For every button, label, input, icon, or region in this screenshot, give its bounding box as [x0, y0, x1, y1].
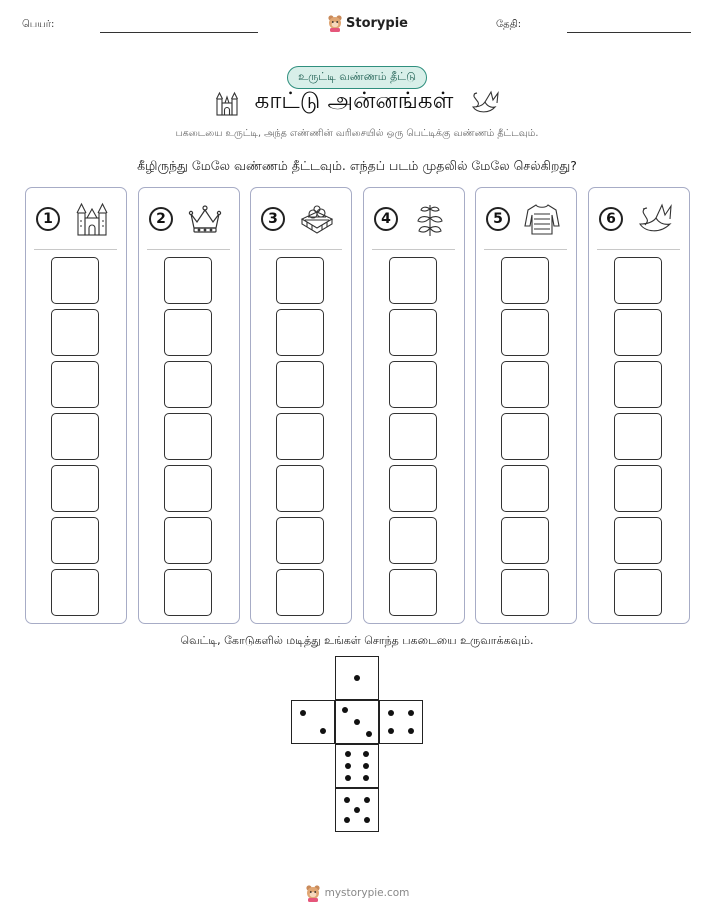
color-box[interactable]	[501, 465, 549, 512]
color-box[interactable]	[614, 465, 662, 512]
color-box[interactable]	[51, 517, 99, 564]
castle-icon	[213, 89, 241, 117]
brand-logo	[327, 14, 408, 32]
sweater-icon	[524, 202, 560, 236]
dice-instructions: வெட்டி, கோடுகளில் மடித்து உங்கள் சொந்த பகடையை உருவாக்கவும்.	[180, 634, 534, 647]
question-text: கீழிருந்து மேலே வண்ணம் தீட்டவும். எந்தப் படம் முதலில் மேலே செல்கிறது?	[137, 158, 577, 173]
dice-pip	[345, 775, 351, 781]
basket-icon	[299, 203, 335, 235]
color-box[interactable]	[51, 569, 99, 616]
dice-pip	[364, 817, 370, 823]
dice-face-4	[379, 700, 423, 744]
storypie-mascot-icon	[327, 14, 343, 32]
dice-pip	[363, 775, 369, 781]
dice-pip	[366, 731, 372, 737]
color-box[interactable]	[389, 361, 437, 408]
color-box[interactable]	[501, 517, 549, 564]
crown-icon	[187, 204, 223, 234]
color-box[interactable]	[164, 465, 212, 512]
dice-pip	[388, 728, 394, 734]
column-divider	[597, 249, 680, 250]
dice-pip	[408, 728, 414, 734]
column-number: 5	[486, 207, 510, 231]
color-box[interactable]	[276, 465, 324, 512]
color-box[interactable]	[51, 413, 99, 460]
color-box[interactable]	[614, 309, 662, 356]
dice-pip	[354, 719, 360, 725]
color-box[interactable]	[164, 569, 212, 616]
dice-pip	[363, 751, 369, 757]
color-box[interactable]	[164, 517, 212, 564]
column-picture	[185, 200, 225, 238]
dice-pip	[364, 797, 370, 803]
column-number: 3	[261, 207, 285, 231]
color-box[interactable]	[389, 309, 437, 356]
color-box[interactable]	[276, 569, 324, 616]
dice-face-1	[335, 656, 379, 700]
color-box[interactable]	[276, 413, 324, 460]
color-box[interactable]	[614, 517, 662, 564]
title-row	[0, 88, 714, 117]
color-box[interactable]	[389, 413, 437, 460]
column-divider	[259, 249, 342, 250]
dice-pip	[388, 710, 394, 716]
column-number: 4	[374, 207, 398, 231]
dice-pip	[345, 763, 351, 769]
color-box[interactable]	[614, 257, 662, 304]
dice-column-5	[475, 187, 577, 624]
dice-pip	[320, 728, 326, 734]
color-box[interactable]	[51, 465, 99, 512]
dice-face-6	[335, 744, 379, 788]
dice-pip	[344, 817, 350, 823]
dice-column-4	[363, 187, 465, 624]
storypie-mascot-icon	[305, 884, 321, 902]
name-line[interactable]	[100, 32, 258, 33]
color-box[interactable]	[501, 413, 549, 460]
color-box[interactable]	[164, 257, 212, 304]
dice-pip	[408, 710, 414, 716]
color-box[interactable]	[276, 257, 324, 304]
column-divider	[372, 249, 455, 250]
date-line[interactable]	[567, 32, 691, 33]
dice-pip	[354, 807, 360, 813]
color-box[interactable]	[276, 361, 324, 408]
color-box[interactable]	[276, 309, 324, 356]
page-title: காட்டு அன்னங்கள்	[254, 88, 454, 114]
dice-pip	[345, 751, 351, 757]
activity-tag: உருட்டி வண்ணம் தீட்டு	[287, 66, 427, 89]
column-number: 2	[149, 207, 173, 231]
castle-icon	[75, 201, 109, 237]
dice-column-1	[25, 187, 127, 624]
color-box[interactable]	[164, 361, 212, 408]
column-picture	[72, 200, 112, 238]
color-box[interactable]	[614, 361, 662, 408]
column-picture	[522, 200, 562, 238]
color-box[interactable]	[276, 517, 324, 564]
column-picture	[410, 200, 450, 238]
color-box[interactable]	[51, 361, 99, 408]
color-box[interactable]	[51, 257, 99, 304]
color-box[interactable]	[501, 569, 549, 616]
dice-column-2	[138, 187, 240, 624]
color-box[interactable]	[389, 465, 437, 512]
column-divider	[147, 249, 230, 250]
color-box[interactable]	[164, 413, 212, 460]
footer-url[interactable]: mystorypie.com	[324, 887, 410, 899]
column-number: 6	[599, 207, 623, 231]
color-box[interactable]	[164, 309, 212, 356]
dice-face-2	[291, 700, 335, 744]
dice-pip	[342, 707, 348, 713]
column-picture	[297, 200, 337, 238]
dice-column-3	[250, 187, 352, 624]
dice-pip	[354, 675, 360, 681]
swan-icon	[467, 89, 501, 117]
footer	[305, 884, 410, 902]
dice-column-6	[588, 187, 690, 624]
color-box[interactable]	[614, 569, 662, 616]
dice-face-3	[335, 700, 379, 744]
name-label: பெயர்:	[22, 19, 55, 30]
column-divider	[34, 249, 117, 250]
instructions-text: பகடையை உருட்டி, அந்த எண்ணின் வரிசையில் ஒரு பெட்டிக்கு வண்ணம் தீட்டவும்.	[175, 128, 539, 139]
dice-pip	[344, 797, 350, 803]
dice-pip	[363, 763, 369, 769]
color-box[interactable]	[501, 257, 549, 304]
color-box[interactable]	[389, 569, 437, 616]
nettle-plant-icon	[415, 201, 445, 237]
column-picture	[635, 200, 675, 238]
color-box[interactable]	[51, 309, 99, 356]
dice-face-5	[335, 788, 379, 832]
date-label: தேதி:	[496, 19, 522, 30]
color-box[interactable]	[501, 309, 549, 356]
color-box[interactable]	[389, 257, 437, 304]
brand-name: Storypie	[346, 15, 408, 31]
column-number: 1	[36, 207, 60, 231]
color-box[interactable]	[389, 517, 437, 564]
color-box[interactable]	[501, 361, 549, 408]
dice-pip	[300, 710, 306, 716]
column-divider	[484, 249, 567, 250]
color-box[interactable]	[614, 413, 662, 460]
swan-icon	[636, 202, 674, 236]
